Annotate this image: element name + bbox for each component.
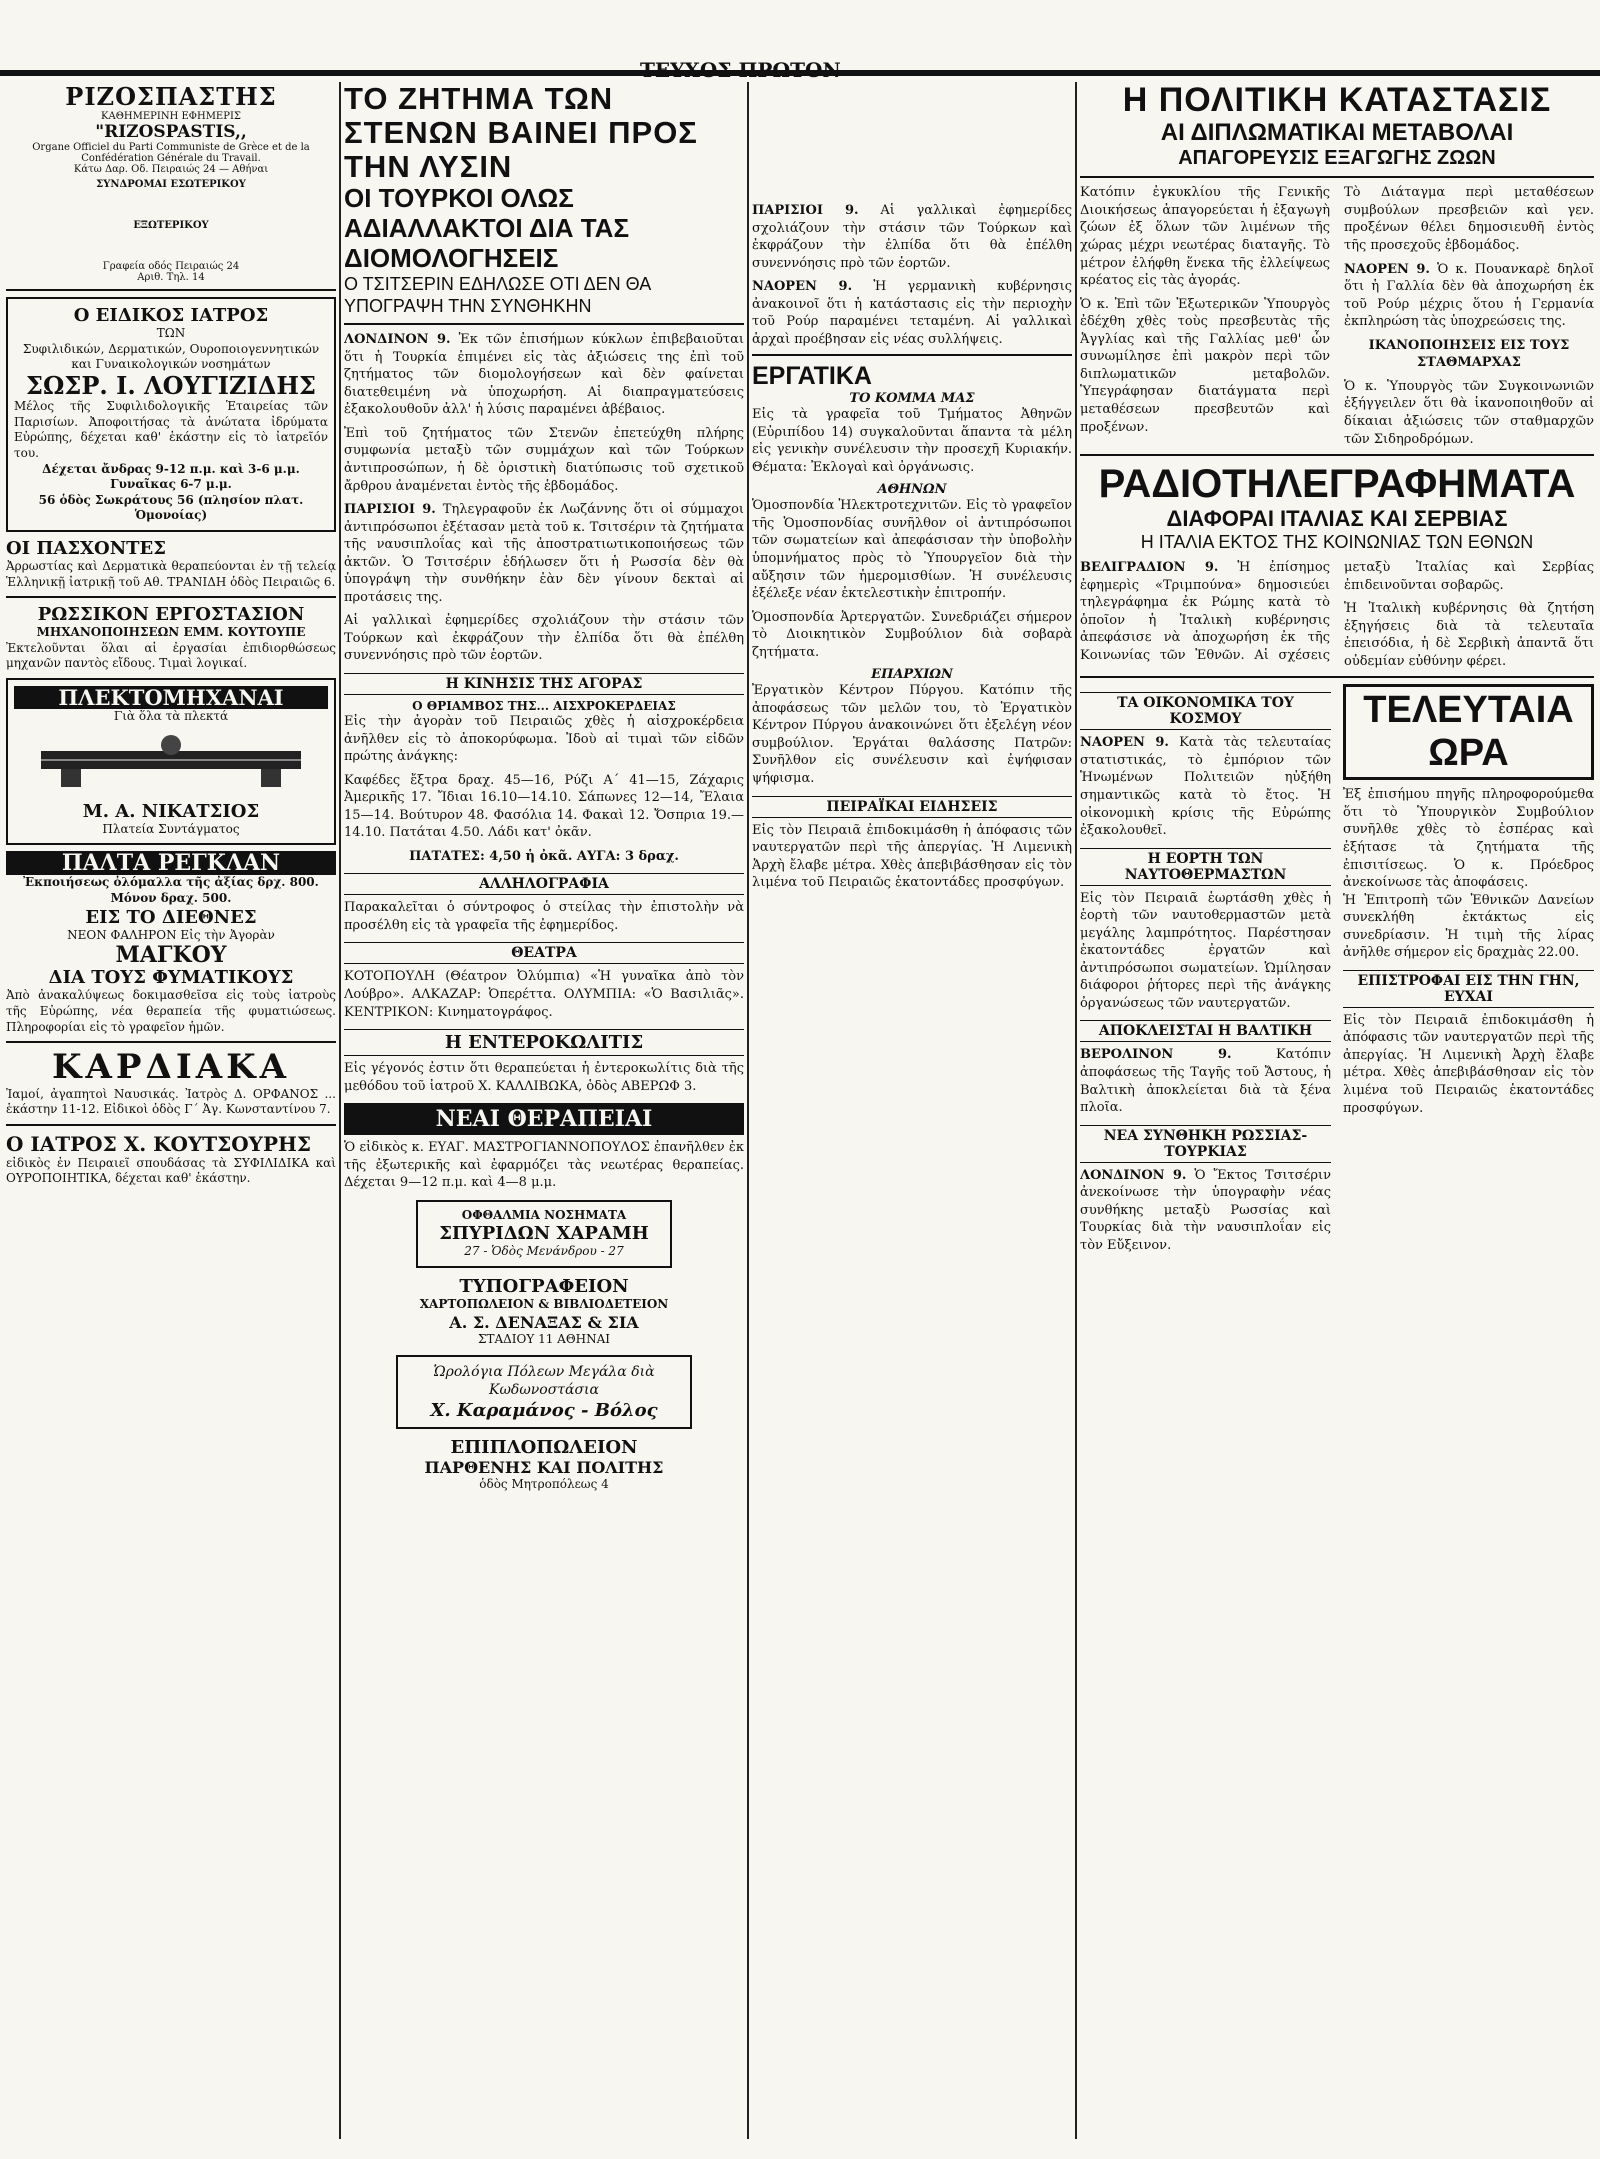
coats-where: ΕΙΣ ΤΟ ΔΙΕΘΝΕΣ xyxy=(85,906,257,928)
naoren-text-2: Ὁ κ. Πουανκαρὲ δηλοῖ ὅτι ἡ Γαλλία δὲν θὰ ἀποχωρήση ἐκ τοῦ Ρούρ μέχρις ὅτου ἡ Γερμανία ἐκπληρώση τὰς ὑποχρεώσεις της. xyxy=(1344,261,1594,330)
column-main xyxy=(344,82,744,2139)
russian-sub: ΜΗΧΑΝΟΠΟΙΗΣΕΩΝ ΕΜΜ. ΚΟΥΤΟΥΠΕ xyxy=(36,625,306,640)
optician-address: 27 - Ὁδὸς Μενάνδρου - 27 xyxy=(464,1244,624,1259)
theatre-heading: ΘΕΑΤΡΑ xyxy=(344,942,744,964)
russian-heading: ΡΩΣΣΙΚΟΝ ΕΡΓΟΣΤΑΣΙΟΝ xyxy=(37,604,305,626)
subscriptions-label: ΣΥΝΔΡΟΜΑΙ ΕΣΩΤΕΡΙΚΟΥ xyxy=(96,179,246,190)
politics-ban-headline: ΑΠΑΓΟΡΕΥΣΙΣ ΕΞΑΓΩΓΗΣ ΖΩΩΝ xyxy=(1178,147,1496,170)
paris-text-3: Αἱ γαλλικαὶ ἐφημερίδες σχολιάζουν τὴν στάσιν τῶν Τούρκων καὶ ἐκφράζουν τὴν ἐλπίδα ὅτι θὰ ἐπέλθη συνεννόησις πρὸ τῶν ἑορτῶν. xyxy=(752,203,1072,271)
divider xyxy=(6,1041,336,1043)
london-text-1: Ἐκ τῶν ἐπισήμων κύκλων ἐπιβεβαιοῦται ὅτι ἡ Τουρκία ἐπιμένει εἰς τὰς ἀξιώσεις της ἐπὶ τοῦ ζητήματος τῶν διομολογήσεων καὶ δὲν φαίνεται διατεθειμένη νὰ ὑποχωρήση. Αἱ διαπραγματεύσεις ἐξακολουθοῦν ἀλλ' ἡ λύσις παραμένει ἀβέβαιος. xyxy=(344,332,744,418)
continued-article xyxy=(752,202,1072,348)
market-intro: Εἰς τὴν ἀγορὰν τοῦ Πειραιῶς χθὲς ἡ αἰσχροκέρδεια ἀνῆλθεν εἰς τὸ ἀποκορύφωμα. Ἰδοὺ αἱ τιμαὶ τῶν εἰδῶν πρώτης ἀνάγκης: xyxy=(344,713,744,765)
knitting-seller: Μ. Α. ΝΙΚΑΤΣΙΟΣ xyxy=(82,800,260,822)
london-text-2: Ἐπὶ τοῦ ζητήματος τῶν Στενῶν ἐπετεύχθη πλήρης συμφωνία μεταξὺ τῶν συμμάχων καὶ τῶν Τούρκων ἀντιπροσώπων, ἡ δὲ ὁριστικὴ διατύπωσις τοῦ σχετικοῦ ἄρθρου ἀναμένεται ἐντὸς τῆς ἑβδομάδος. xyxy=(344,425,744,494)
divider xyxy=(1080,176,1594,178)
dateline-naoren-3: ΝΑΟΡΕΝ 9. xyxy=(1080,735,1169,751)
radiotelegrams-sub-2: Η ΙΤΑΛΙΑ ΕΚΤΟΣ ΤΗΣ ΚΟΙΝΩΝΙΑΣ ΤΩΝ ΕΘΝΩΝ xyxy=(1140,532,1534,553)
last-hour-text-2: Ἡ Ἐπιτροπὴ τῶν Ἐθνικῶν Δανείων συνεκλήθη ἐκτάκτως εἰς συνεδρίασιν. Ἡ τιμὴ τῆς λίρας ἀνῆλθε σήμερον εἰς δραχμὰς 22.00. xyxy=(1343,892,1594,961)
enterocolitis-heading: Η ΕΝΤΕΡΟΚΩΛΙΤΙΣ xyxy=(344,1029,744,1056)
headline-chicherin: Ο ΤΣΙΤΣΕΡΙΝ ΕΔΗΛΩΣΕ ΟΤΙ ΔΕΝ ΘΑ ΥΠΟΓΡΑΨΗ ΤΗΝ ΣΥΝΘΗΚΗΝ xyxy=(344,273,651,316)
letters-text: Παρακαλεῖται ὁ σύντροφος ὁ στείλας τὴν ἐπιστολὴν νὰ προσέλθη εἰς τὰ γραφεῖα τῆς ἐφημερίδος. xyxy=(344,900,744,933)
treaty-heading: ΝΕΑ ΣΥΝΘΗΚΗ ΡΩΣΣΙΑΣ-ΤΟΥΡΚΙΑΣ xyxy=(1080,1125,1331,1163)
knitting-address: Πλατεία Συντάγματος xyxy=(102,821,240,836)
labor-text-3: Ὁμοσπονδία Ἀρτεργατῶν. Συνεδριάζει σήμερον τὸ Διοικητικὸν Συμβούλιον διὰ σοβαρὰ ζητήματα. xyxy=(752,609,1072,660)
radiotelegrams-headline: ΡΑΔΙΟΤΗΛΕΓΡΑΦΗΜΑΤΑ xyxy=(1098,462,1576,507)
piraeus-text: Εἰς τὸν Πειραιᾶ ἐπιδοκιμάσθη ἡ ἀπόφασις τῶν ναυτεργατῶν περὶ τῆς ἀπεργίας. Ἡ Λιμενικὴ Ἀρχὴ ἔλαβε μέτρα. Χθὲς ἀπεβιβάσθησαν εἰς τὸν λιμένα τοῦ Πειραιῶς ἑκατοντάδες προσφύγων. xyxy=(752,822,1072,891)
coats-address: ΝΕΟΝ ΦΑΛΗΡΟΝ Εἰς τὴν Ἀγορὰν xyxy=(67,927,275,942)
printing-address: ΣΤΑΔΙΟΥ 11 ΑΘΗΝΑΙ xyxy=(477,1331,611,1346)
cardio-text: Ἰαμοί, ἀγαπητοὶ Ναυσικάς. Ἰατρὸς Δ. ΟΡΦΑΝΟΣ ... ἑκάστην 11-12. Εἰδικοὶ ὁδὸς Γ΄ Ἀγ. Κωνσταντίνου 7. xyxy=(6,1086,336,1117)
piraeus-heading: ΠΕΙΡΑΪΚΑΙ ΕΙΔΗΣΕΙΣ xyxy=(752,796,1072,818)
divider xyxy=(752,354,1072,356)
athens-subheading: ΑΘΗΝΩΝ xyxy=(877,482,947,498)
top-rule xyxy=(0,70,1600,76)
paris-text-1: Τηλεγραφοῦν ἐκ Λωζάννης ὅτι οἱ σύμμαχοι ἀντιπρόσωποι ἐξέτασαν μετὰ τοῦ κ. Τσιτσέριν τὰ ζητήματα τῆς ναυσιπλοΐας καὶ τῆς ἀποστρατιωτικοποιήσεως τῶν ἀκτῶν. Ὁ Τσιτσέριν ἐδήλωσεν ὅτι ἡ Ρωσσία δὲν θὰ ὑπογράψη τὴν συνθήκην ἐὰν δὲν γίνουν δεκταὶ αἱ προτάσεις της. xyxy=(344,502,744,605)
dateline-london-2: ΛΟΝΔΙΝΟΝ 9. xyxy=(1080,1167,1187,1183)
optician-ad xyxy=(416,1200,672,1268)
bottom-split xyxy=(1080,684,1594,1254)
knitting-machine-illustration xyxy=(14,731,328,791)
russian-factory-ad xyxy=(6,604,336,672)
last-hour-headline: ΤΕΛΕΥΤΑΙΑ ΩΡΑ xyxy=(1343,684,1594,780)
dateline-belgrade: ΒΕΛΙΓΡΑΔΙΟΝ 9. xyxy=(1080,560,1219,576)
divider xyxy=(1080,676,1594,678)
coats-seller: ΜΑΓΚΟΥ xyxy=(115,942,227,969)
politics-headline: Η ΠΟΛΙΤΙΚΗ ΚΑΤΑΣΤΑΣΙΣ xyxy=(1122,82,1552,119)
naftotherm-text: Εἰς τὸν Πειραιᾶ ἑωρτάσθη χθὲς ἡ ἑορτὴ τῶν ναυτοθερμαστῶν μετὰ μεγάλης λαμπρότητος. Παρέστησαν ἐκατοντάδες ἐργατῶν καὶ ἀντιπρόσωποι σωματείων. Ὡμίλησαν διάφοροι ῥήτορες περὶ τῆς ἀνάγκης ὀργανώσεως τῶν ναυτεργατῶν. xyxy=(1080,890,1331,1011)
dateline-berlin: ΒΕΡΟΛΙΝΟΝ 9. xyxy=(1080,1047,1232,1063)
provinces-subheading: ΕΠΑΡΧΙΩΝ xyxy=(871,667,953,683)
column-rule-1 xyxy=(339,82,341,2139)
column-rule-2 xyxy=(747,82,749,2139)
koutsouris-ad xyxy=(6,1132,336,1187)
dateline-london: ΛΟΝΔΙΝΟΝ 9. xyxy=(344,332,451,348)
economy-text: Κατὰ τὰς τελευταίας στατιστικάς, τὸ ἐμπόριον τῶν Ἡνωμένων Πολιτειῶν ηὐξήθη σημαντικῶς κατὰ τὸ ἔτος. Ἡ οἰκονομικὴ κρίσις τῆς Εὐρώπης ἐξακολουθεῖ. xyxy=(1080,735,1331,839)
main-article xyxy=(344,331,744,665)
bottom-right xyxy=(1343,684,1594,1254)
enterocolitis-text: Εἰς γέγονός ἐστιν ὅτι θεραπεύεται ἡ ἐντεροκωλίτις διὰ τῆς μεθόδου τοῦ ἰατροῦ Χ. ΚΑΛΛΙΒΩΚΑ, ὁδὸς ΑΒΕΡΩΦ 3. xyxy=(344,1061,744,1094)
furniture-heading: ΕΠΙΠΛΟΠΩΛΕΙΟΝ xyxy=(450,1436,638,1458)
doctor-text: Μέλος τῆς Συφιλιδολογικῆς Ἑταιρείας τῶν Παρισίων. Ἀποφοιτήσας τὰ ἀνώτατα ἰδρύματα Εὐρώπης, δέχεται καθ' ἑκάστην εἰς τὸ ἰατρεῖόν του. xyxy=(14,399,328,460)
divider xyxy=(6,289,336,291)
labor-heading: ΕΡΓΑΤΙΚΑ xyxy=(752,362,872,391)
bottom-left xyxy=(1080,684,1331,1254)
last-hour-text-1: Ἐξ ἐπισήμου πηγῆς πληροφορούμεθα ὅτι τὸ Ὑπουργικὸν Συμβούλιον συνῆλθε χθὲς τὸ ἑσπέρας καὶ ἐξήτασε τὰ ζητήματα τῆς ἐπισιτίσεως. Ὁ κ. Πρόεδρος ἀνεκοίνωσε τὰς ἀποφάσεις. xyxy=(1343,787,1594,891)
masthead-offices: Γραφεία οδός Πειραιώς 24 xyxy=(102,261,240,272)
optician-name: ΣΠΥΡΙΔΩΝ ΧΑΡΑΜΗ xyxy=(439,1223,649,1245)
paris-text-2: Αἱ γαλλικαὶ ἐφημερίδες σχολιάζουν τὴν στάσιν τῶν Τούρκων καὶ ἐκφράζουν τὴν ἐλπίδα ὅτι θὰ ἐπέλθη συνεννόησις πρὸ τῶν ἑορτῶν. xyxy=(344,613,744,664)
politics-article xyxy=(1080,184,1594,448)
masthead-title: ΡΙΖΟΣΠΑΣΤΗΣ xyxy=(65,82,277,111)
provinces-text: Ἐργατικὸν Κέντρον Πύργου. Κατόπιν τῆς ἀποφάσεως τῶν μελῶν του, τὸ Ἐργατικὸν Κέντρον Πύργου ἀνακοινώνει ὅτι ἐξελέγη νέον συμβούλιον. Ἐργάται θαλάσσης Πατρῶν: Συνῆλθον εἰς συνέλευσιν καὶ ἐψήφισαν ψήφισμα. xyxy=(752,683,1072,786)
doctor-heading: Ο ΕΙΔΙΚΟΣ ΙΑΤΡΟΣ xyxy=(73,305,269,326)
furniture-address: ὁδὸς Μητροπόλεως 4 xyxy=(479,1476,609,1491)
returns-text: Εἰς τὸν Πειραιᾶ ἐπιδοκιμάσθη ἡ ἀπόφασις τῶν ναυτεργατῶν περὶ τῆς ἀπεργίας. Ἡ Λιμενικὴ Ἀρχὴ ἔλαβε μέτρα. Χθὲς ἀπεβιβάσθησαν εἰς τὸν λιμένα τοῦ Πειραιῶς ἑκατοντάδες προσφύγων. xyxy=(1343,1012,1594,1116)
labor-text-2: Ὁμοσπονδία Ἠλεκτροτεχνιτῶν. Εἰς τὸ γραφεῖον τῆς Ὁμοσπονδίας συνῆλθον οἱ ἀντιπρόσωποι τῶν σωματείων καὶ ἀπεφάσισαν τὴν ὑποβολὴν ὑπομνήματος πρὸς τὸ Ὑπουργεῖον διὰ τὴν αὔξησιν τῶν ἡμερομισθίων. Ἡ συνέλευσις ἐξέλεξε νέαν ἐκτελεστικὴν ἐπιτροπήν. xyxy=(752,498,1072,602)
column-rule-3 xyxy=(1075,82,1077,2139)
masthead-latin: "RIZOSPASTIS,, xyxy=(95,122,247,142)
optician-heading: ΟΦΘΑΛΜΙΑ ΝΟΣΗΜΑΤΑ xyxy=(461,1207,627,1222)
masthead-subtitle: ΚΑΘΗΜΕΡΙΝΗ ΕΦΗΜΕΡΙΣ xyxy=(101,111,241,122)
therapies-heading: ΝΕΑΙ ΘΕΡΑΠΕΙΑΙ xyxy=(344,1103,744,1135)
politics-text-2: Ὁ κ. Ἐπὶ τῶν Ἐξωτερικῶν Ὑπουργὸς ἐδέχθη χθὲς τοὺς πρεσβευτὰς τῆς Ἀγγλίας καὶ τῆς Γαλλίας μεθ' ὧν συνωμίλησε ἐπὶ μακρὸν περὶ τῶν διπλωματικῶν μεταβολῶν. Ὑπεγράφησαν διατάγματα περὶ μεταθέσεων πρεσβευτῶν καὶ προξένων. xyxy=(1080,296,1330,435)
politics-subheadline: ΑΙ ΔΙΠΛΩΜΑΤΙΚΑΙ ΜΕΤΑΒΟΛΑΙ xyxy=(1160,119,1514,147)
dateline-paris-2: ΠΑΡΙΣΙΟΙ 9. xyxy=(752,203,859,218)
knitting-ad xyxy=(6,678,336,845)
returns-heading: ΕΠΙΣΤΡΟΦΑΙ ΕΙΣ ΤΗΝ ΓΗΝ, ΕΥΧΑΙ xyxy=(1343,970,1594,1008)
koutsouris-text: εἰδικὸς ἐν Πειραιεῖ σπουδάσας τὰ ΣΥΦΙΛΙΔΙΚΑ καὶ ΟΥΡΟΠΟΙΗΤΙΚΑ, δέχεται καθ' ἑκάστην. xyxy=(6,1155,336,1186)
market-heading: Η ΚΙΝΗΣΙΣ ΤΗΣ ΑΓΟΡΑΣ xyxy=(344,673,744,695)
doctor-name: ΣΩΣΡ. Ι. ΛΟΥΓΙΖΙΔΗΣ xyxy=(26,370,316,400)
radiotelegrams-sub-1: ΔΙΑΦΟΡΑΙ ΙΤΑΛΙΑΣ ΚΑΙ ΣΕΡΒΙΑΣ xyxy=(1166,506,1508,532)
coats-text: Ἐκποιήσεως ὁλόμαλλα τῆς ἀξίας δρχ. 800. Μόνον δραχ. 500. xyxy=(23,875,319,905)
stationmasters-heading: ΙΚΑΝΟΠΟΙΗΣΕΙΣ ΕΙΣ ΤΟΥΣ ΣΤΑΘΜΑΡΧΑΣ xyxy=(1368,337,1570,371)
baltic-text: Κατόπιν ἀποφάσεως τῆς Ταγῆς τοῦ Ἄστους, ἡ Βαλτικὴ ἀποκλείεται διὰ τὰ ξένα πλοῖα. xyxy=(1080,1047,1331,1116)
clocks-text: Ὡρολόγια Πόλεων Μεγάλα διὰ Κωδωνοστάσια xyxy=(433,1364,655,1399)
market-prices: ΠΑΤΑΤΕΣ: 4,50 ἡ ὀκᾶ. ΑΥΓΑ: 3 δραχ. xyxy=(409,848,679,864)
headline-turks: ΟΙ ΤΟΥΡΚΟΙ ΟΛΩΣ ΑΔΙΑΛΛΑΚΤΟΙ ΔΙΑ ΤΑΣ ΔΙΟΜΟΛΟΓΗΣΕΙΣ xyxy=(344,183,630,274)
market-subheading: Ο ΘΡΙΑΜΒΟΣ ΤΗΣ... ΑΙΣΧΡΟΚΕΡΔΕΙΑΣ xyxy=(412,698,676,713)
furniture-ad xyxy=(344,1437,744,1493)
subscriptions-external: ΕΞΩΤΕΡΙΚΟΥ xyxy=(133,220,209,231)
stationmasters-text: Ὁ κ. Ὑπουργὸς τῶν Συγκοινωνιῶν ἐξήγγειλεν ὅτι θὰ ἱκανοποιηθοῦν αἱ δίκαιαι ἀξιώσεις τῶν σταθμαρχῶν τῶν Σιδηροδρόμων. xyxy=(1344,378,1594,447)
naoren-text-1: Ἡ γερμανικὴ κυβέρνησις ἀνακοινοῖ ὅτι ἡ κατάστασις εἰς τὴν περιοχὴν τοῦ Ρούρ παραμένει τεταμένη. Αἱ γαλλικαὶ ἀρχαὶ προέβησαν εἰς νέας συλλήψεις. xyxy=(752,279,1072,347)
radio-text-1: Ἡ ἐπίσημος ἐφημερὶς «Τριμπούνα» δημοσιεύει τηλεγράφημα ἐκ Ρώμης κατὰ τὸ ὁποῖον ἡ Ἰταλικὴ κυβέρνησις ἀπεφάσισε νὰ ἀποχωρήση ἐκ τῆς Κοινωνίας τῶν Ἐθνῶν. Αἱ σχέσεις μεταξὺ Ἰταλίας καὶ Σερβίας ἐπιδεινοῦνται σοβαρῶς. xyxy=(1080,560,1594,663)
printing-heading: ΤΥΠΟΓΡΑΦΕΙΟΝ xyxy=(459,1276,629,1298)
coats-heading: ΠΑΛΤΑ ΡΕΓΚΛΑΝ xyxy=(6,851,336,875)
printing-ad xyxy=(344,1276,744,1347)
divider xyxy=(6,596,336,598)
koutsouris-heading: Ο ΙΑΤΡΟΣ Χ. ΚΟΥΤΣΟΥΡΗΣ xyxy=(6,1131,312,1156)
divider xyxy=(1080,454,1594,456)
furniture-name: ΠΑΡΘΕΝΗΣ ΚΑΙ ΠΟΛΙΤΗΣ xyxy=(424,1457,664,1477)
divider xyxy=(344,323,744,325)
column-ads xyxy=(6,82,336,2139)
labor-text-1: Εἰς τὰ γραφεῖα τοῦ Τμήματος Ἀθηνῶν (Εὐριπίδου 14) συγκαλοῦνται ἅπαντα τὰ μέλη εἰς γενικὴν συνέλευσιν τὴν προσεχῆ Κυριακήν. Θέματα: Ἐκλογαὶ καὶ ὀργάνωσις. xyxy=(752,407,1072,475)
party-subheading: ΤΟ ΚΟΜΜΑ ΜΑΣ xyxy=(849,391,975,407)
clocks-ad xyxy=(396,1355,692,1428)
doctor-ton: ΤΩΝ xyxy=(156,326,186,340)
masthead-organ: Organe Officiel du Parti Communiste de Grèce et de la Confédération Générale du Travail. xyxy=(32,142,310,164)
masthead-address: Κάτω Δαρ. Οδ. Πειραιώς 24 — Αθήναι xyxy=(73,164,269,175)
divider xyxy=(6,1124,336,1126)
letters-heading: ΑΛΛΗΛΟΓΡΑΦΙΑ xyxy=(344,873,744,895)
russian-text: Ἐκτελοῦνται ὅλαι αἱ ἐργασίαι ἐπιδιορθώσεως μηχανῶν παντὸς εἴδους. Τιμαὶ λογικαί. xyxy=(6,640,336,671)
headline-straits: ΤΟ ΖΗΤΗΜΑ ΤΩΝ ΣΤΕΝΩΝ ΒΑΙΝΕΙ ΠΡΟΣ ΤΗΝ ΛΥΣΙΝ xyxy=(344,82,698,185)
dateline-naoren-2: ΝΑΟΡΕΝ 9. xyxy=(1344,261,1430,277)
masthead-phone: Αριθ. Τηλ. 14 xyxy=(137,272,205,283)
therapies-text: Ὁ εἰδικὸς κ. ΕΥΑΓ. ΜΑΣΤΡΟΓΙΑΝΝΟΠΟΥΛΟΣ ἐπανῆλθεν ἐκ τῆς ἐξωτερικῆς καὶ ἐφαρμόζει τὰς νεωτέρας θεραπείας. Δέχεται 9—12 π.μ. καὶ 4—8 μ.μ. xyxy=(344,1140,744,1191)
dateline-naoren: ΝΑΟΡΕΝ 9. xyxy=(752,279,853,295)
doctor-specialties: Συφιλιδικών, Δερματικών, Ουροποιογεννητικών και Γυναικολογικών νοσημάτων xyxy=(22,341,320,372)
tb-heading: ΔΙΑ ΤΟΥΣ ΦΥΜΑΤΙΚΟΥΣ xyxy=(48,967,294,989)
clocks-seller: Χ. Καραμάνος - Βόλος xyxy=(430,1399,658,1421)
printing-sub: ΧΑΡΤΟΠΩΛΕΙΟΝ & ΒΙΒΛΙΟΔΕΤΕΙΟΝ xyxy=(419,1297,669,1312)
radio-text-2: Ἡ Ἰταλικὴ κυβέρνησις θὰ ζητήση ἐξηγήσεις διὰ τὰ τελευταῖα ἐπεισόδια, ἡ δὲ Σερβικὴ ἀπαντᾶ ὅτι οὐδεμίαν εὐθύνην φέρει. xyxy=(1344,601,1594,669)
market-items: Καφέδες ἔξτρα δραχ. 45—16, Ρύζι Α΄ 41—15, Ζάχαρις Ἀμερικῆς 17. Ἴδιαι 16.10—14.10. Σάπωνες 12—14, Ἔλαια 15—14. Βούτυρον 48. Φασόλια 14. Φακαὶ 12. Ὄσπρια 19.—14.10. Πατάται 4.50. Λάδι κατ' ὀκᾶν. xyxy=(344,772,744,841)
doctor-hours: Δέχεται ἄνδρας 9-12 π.μ. καὶ 3-6 μ.μ. Γυναῖκας 6-7 μ.μ. xyxy=(42,461,300,492)
coats-ad xyxy=(6,851,336,967)
cardio-ad xyxy=(6,1049,336,1118)
ailing-heading: ΟΙ ΠΑΣΧΟΝΤΕΣ xyxy=(6,537,166,559)
cardio-heading: ΚΑΡΔΙΑΚΑ xyxy=(51,1047,291,1088)
ailing-ad xyxy=(6,538,336,590)
politics-text-1: Κατόπιν ἐγκυκλίου τῆς Γενικῆς Διοικήσεως ἀπαγορεύεται ἡ ἐξαγωγὴ ζώων ἐξ ὅλων τῶν λιμένων τῆς χώρας μέχρι νεωτέρας διαταγῆς. Τὸ μέτρον ἐλήφθη ἕνεκα τῆς ἐλλείψεως κρέατος εἰς τὰς ἀγοράς. xyxy=(1080,185,1330,289)
theatre-text: ΚΟΤΟΠΟΥΛΗ (Θέατρον Ὀλύμπια) «Ἡ γυναῖκα ἀπὸ τὸν Λούβρο». ΑΛΚΑΖΑΡ: Ὀπερέττα. ΟΛΥΜΠΙΑ: «Ὁ Βασιλιᾶς». ΚΕΝΤΡΙΚΟΝ: Κινηματογράφος. xyxy=(344,969,744,1020)
tb-text: Ἀπὸ ἀνακαλύψεως δοκιμασθεῖσα εἰς τοὺς ἰατροὺς τῆς Εὐρώπης, νέα θεραπεία τῆς φυματιώσεως. Πληροφορίαι εἰς τὸ γραφεῖον ἡμῶν. xyxy=(6,988,336,1034)
market-article xyxy=(344,713,744,865)
baltic-heading: ΑΠΟΚΛΕΙΣΤΑΙ Η ΒΑΛΤΙΚΗ xyxy=(1080,1020,1331,1042)
naftotherm-heading: Η ΕΟΡΤΗ ΤΩΝ ΝΑΥΤΟΘΕΡΜΑΣΤΩΝ xyxy=(1080,848,1331,886)
doctor-ad xyxy=(6,297,336,532)
radiotelegrams-article xyxy=(1080,559,1594,670)
dateline-paris: ΠΑΡΙΣΙΟΙ 9. xyxy=(344,502,436,518)
doctor-address: 56 ὁδὸς Σωκράτους 56 (πλησίον πλατ. Ὁμονοίας) xyxy=(38,492,304,523)
tb-ad xyxy=(6,967,336,1035)
knitting-heading: ΠΛΕΚΤΟΜΗΧΑΝΑΙ xyxy=(14,686,328,709)
column-labor xyxy=(752,82,1072,2139)
ailing-text: Ἀρρωστίας καὶ Δερματικὰ θεραπεύονται ἐν τῇ τελείᾳ Ἑλληνικῇ ἰατρικῇ τοῦ Αθ. ΤΡΑΝΙΔΗ ὁδὸς Πειραιῶς 6. xyxy=(6,558,336,589)
economy-heading: ΤΑ ΟΙΚΟΝΟΜΙΚΑ ΤΟΥ ΚΟΣΜΟΥ xyxy=(1080,692,1331,730)
column-politics xyxy=(1080,82,1594,2139)
politics-text-3: Τὸ Διάταγμα περὶ μεταθέσεων συμβούλων πρεσβειῶν καὶ γεν. προξένων θέλει δημοσιευθῆ ἐντὸς τῆς προσεχοῦς ἑβδομάδος. xyxy=(1344,185,1594,254)
knitting-sub: Γιὰ ὅλα τὰ πλεκτά xyxy=(113,708,229,723)
printing-name: Α. Σ. ΔΕΝΑΞΑΣ & ΣΙΑ xyxy=(449,1312,639,1332)
treaty-text: Ὁ Ἔκτος Τσιτσέριν ἀνεκοίνωσε τὴν ὑπογραφὴν νέας συνθήκης μεταξὺ Ρωσσίας καὶ Τουρκίας διὰ τὴν ναυσιπλοΐαν εἰς τὸν Εὔξεινον. xyxy=(1080,1167,1331,1253)
